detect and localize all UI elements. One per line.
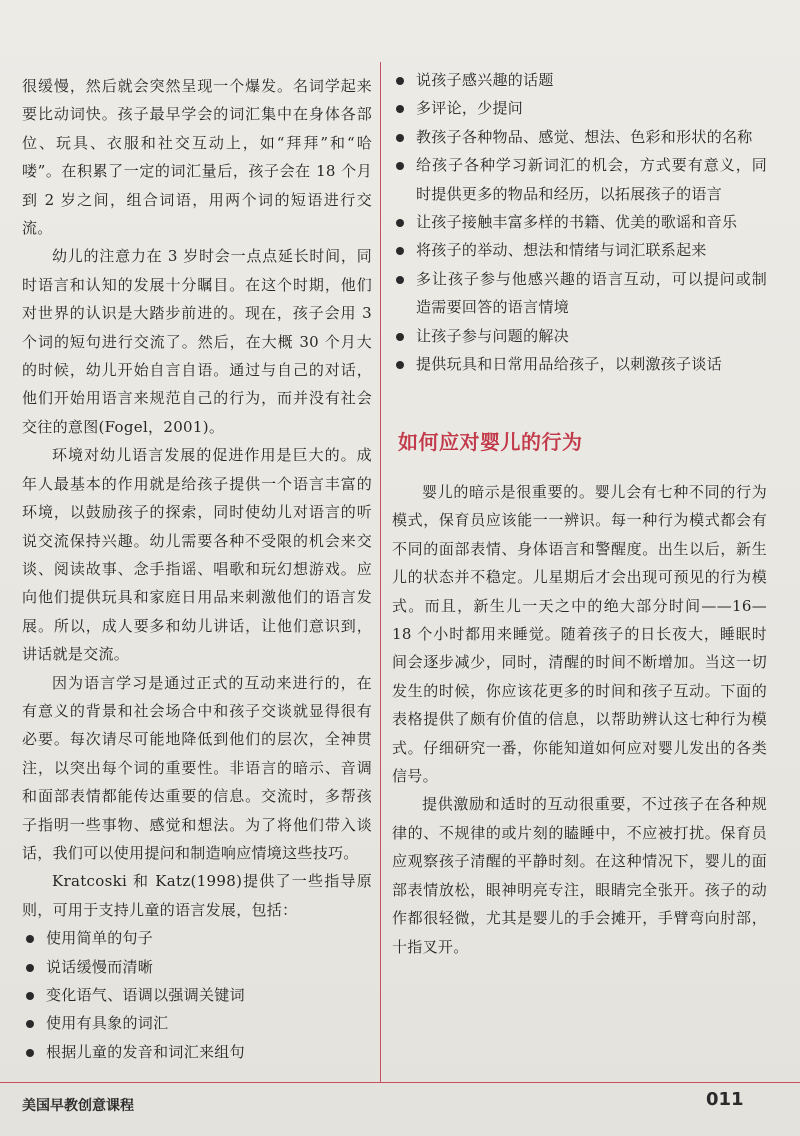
left-column	[22, 72, 372, 1066]
list-item	[22, 1038, 372, 1066]
list-item	[392, 66, 767, 94]
list-item	[22, 924, 372, 952]
right-paragraph-2: 提供激励和适时的互动很重要，不过孩子在各种规律的、不规律的或片刻的瞌睡中，不应被打扰。保育员应观察孩子清醒的平静时刻。在这种情况下，婴儿的面部表情放松，眼神明亮专注，眼睛完全张开。孩子的动作都很轻微，尤其是婴儿的手会摊开，手臂弯向肘部，十指叉开。	[392, 795, 767, 956]
bullet-icon	[396, 361, 404, 369]
list-item-text: 提供玩具和日常用品给孩子，以刺激孩子谈话	[416, 355, 723, 374]
list-item-text: 让孩子参与问题的解决	[416, 326, 570, 345]
list-item	[392, 236, 767, 264]
left-paragraph-5: Kratcoski 和 Katz(1998)提供了一些指导原则，可用于支持儿童的语言发展，包括：	[22, 872, 372, 919]
list-item-text: 变化语气、语调以强调关键词	[46, 986, 245, 1004]
running-footer-title: 美国早教创意课程	[22, 1098, 134, 1114]
bullet-icon	[396, 162, 404, 170]
list-item	[392, 350, 767, 378]
list-item-text: 多评论，少提问	[416, 99, 524, 118]
right-column-body	[392, 478, 767, 961]
bullet-icon	[26, 935, 34, 943]
bullet-icon	[396, 105, 404, 113]
list-item-text: 多让孩子参与他感兴趣的语言互动，可以提问或制造需要回答的语言情境	[416, 269, 767, 317]
list-item	[22, 1009, 372, 1037]
bullet-icon	[396, 276, 404, 284]
left-paragraph-4: 因为语言学习是通过正式的互动来进行的，在有意义的背景和社会场合中和孩子交谈就显得很有必要。每次请尽可能地降低到他们的层次，全神贯注，以突出每个词的重要性。非语言的暗示、音调和面部表情都能传达重要的信息。交流时，多帮孩子指明一些事物、感觉和想法。为了将他们带入谈话，我们可以使用提问和制造响应情境这些技巧。	[22, 673, 372, 862]
list-item	[392, 208, 767, 236]
list-item-text: 说话缓慢而清晰	[46, 957, 154, 976]
left-paragraph-3: 环境对幼儿语言发展的促进作用是巨大的。成年人最基本的作用就是给孩子提供一个语言丰富的环境，以鼓励孩子的探索，同时使幼儿对语言的听说交流保持兴趣。幼儿需要各种不受限的机会来交谈、阅读故事、念手指谣、唱歌和玩幻想游戏。应向他们提供玩具和家庭日用品来刺激他们的语言发展。所以，成人要多和幼儿讲话，让他们意识到，讲话就是交流。	[22, 446, 372, 664]
list-item-text: 让孩子接触丰富多样的书籍、优美的歌谣和音乐	[416, 213, 738, 232]
right-paragraph-1: 婴儿的暗示是很重要的。婴儿会有七种不同的行为模式，保育员应该能一一辨识。每一种行为模式都会有不同的面部表情、身体语言和警醒度。出生以后，新生儿的状态并不稳定。儿星期后才会出现可预见的行为模式。而且，新生儿一天之中的绝大部分时间——16—18 个小时都用来睡觉。随着孩子的日长夜大，睡眠时间会逐步减少，同时，清醒的时间不断增加。当这一切发生的时候，你应该花更多的时间和孩子互动。下面的表格提供了颇有价值的信息，以帮助辨认这七种行为模式。仔细研究一番，你能知道如何应对婴儿发出的各类信号。	[392, 483, 767, 786]
bullet-icon	[26, 992, 34, 1000]
bullet-icon	[396, 134, 404, 142]
right-column	[392, 66, 767, 378]
column-divider	[380, 62, 381, 1082]
bullet-icon	[396, 247, 404, 255]
list-item-text: 使用简单的句子	[46, 929, 154, 948]
left-paragraph-2: 幼儿的注意力在 3 岁时会一点点延长时间，同时语言和认知的发展十分瞩目。在这个时期，他们对世界的认识是大踏步前进的。现在，孩子会用 3 个词的短句进行交流了。然后，在大概 30 个月大的时候，幼儿开始自言自语。通过与自己的对话，他们开始用语言来规范自己的行为，而并没有社会交往的意图(Fogel，2001)。	[22, 247, 372, 436]
list-item-text: 将孩子的举动、想法和情绪与词汇联系起来	[416, 241, 707, 260]
section-heading: 如何应对婴儿的行为	[398, 430, 583, 454]
footer-rule	[0, 1082, 800, 1083]
list-item	[392, 322, 767, 350]
list-item	[22, 953, 372, 981]
page-number: 011	[706, 1089, 744, 1110]
list-item	[392, 151, 767, 208]
bullet-icon	[26, 1049, 34, 1057]
list-item-text: 使用有具象的词汇	[46, 1014, 169, 1033]
bullet-icon	[396, 77, 404, 85]
bullet-icon	[26, 1020, 34, 1028]
list-item-text: 教孩子各种物品、感觉、想法、色彩和形状的名称	[416, 127, 753, 146]
list-item	[392, 265, 767, 322]
bullet-icon	[396, 333, 404, 341]
list-item-text: 给孩子各种学习新词汇的机会，方式要有意义，同时提供更多的物品和经历，以拓展孩子的语言	[416, 156, 767, 203]
bullet-icon	[26, 964, 34, 972]
right-bullet-list	[392, 66, 767, 378]
left-paragraph-1: 很缓慢，然后就会突然呈现一个爆发。名词学起来要比动词快。孩子最早学会的词汇集中在身体各部位、玩具、衣服和社交互动上，如“拜拜”和“哈喽”。在积累了一定的词汇量后，孩子会在 18 个月到 2 岁之间，组合词语，用两个词的短语进行交流。	[22, 77, 372, 238]
bullet-icon	[396, 219, 404, 227]
list-item-text: 说孩子感兴趣的话题	[416, 71, 554, 89]
list-item	[392, 94, 767, 122]
left-bullet-list	[22, 924, 372, 1066]
list-item-text: 根据儿童的发音和词汇来组句	[46, 1042, 245, 1061]
list-item	[22, 981, 372, 1009]
list-item	[392, 123, 767, 151]
